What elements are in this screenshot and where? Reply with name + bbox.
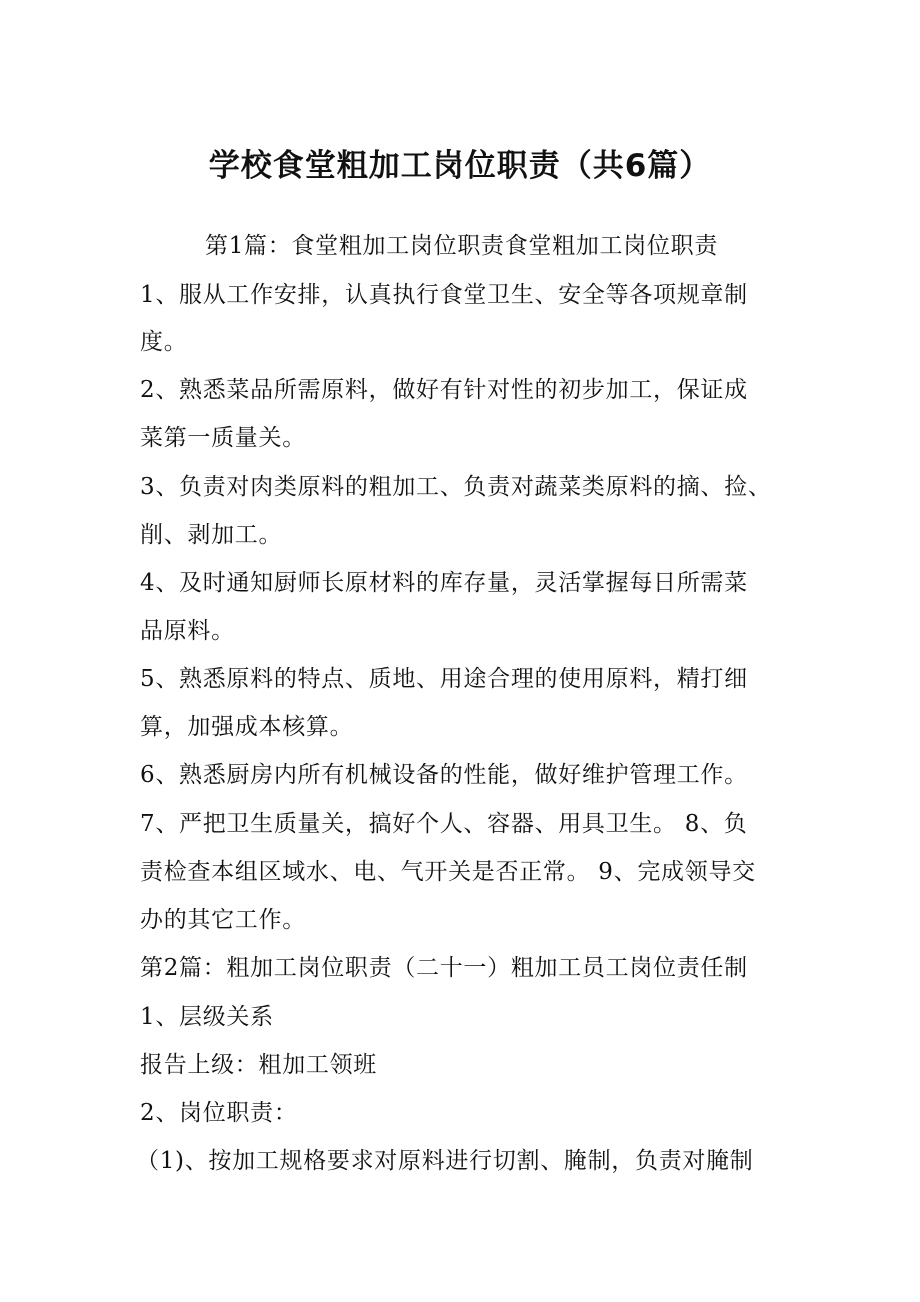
paragraph-line: 报告上级：粗加工领班 bbox=[140, 1052, 377, 1078]
paragraph-line: 1、服从工作安排，认真执行食堂卫生、安全等各项规章制 bbox=[140, 282, 748, 308]
section-heading: 第1篇：食堂粗加工岗位职责食堂粗加工岗位职责 bbox=[205, 233, 719, 259]
paragraph-line: 2、熟悉菜品所需原料，做好有针对性的初步加工，保证成 bbox=[140, 377, 748, 403]
paragraph-line: 2、岗位职责： bbox=[140, 1100, 298, 1126]
paragraph-line: 4、及时通知厨师长原材料的库存量，灵活掌握每日所需菜 bbox=[140, 570, 748, 596]
paragraph-line: （1)、按加工规格要求对原料进行切割、腌制，负责对腌制 bbox=[136, 1148, 754, 1174]
paragraph-line: 削、剥加工。 bbox=[140, 522, 283, 548]
paragraph-line: 算，加强成本核算。 bbox=[140, 714, 354, 740]
document-title: 学校食堂粗加工岗位职责（共6篇） bbox=[208, 148, 712, 184]
paragraph-line: 5、熟悉原料的特点、质地、用途合理的使用原料，精打细 bbox=[140, 666, 748, 692]
paragraph-line: 度。 bbox=[140, 329, 188, 355]
paragraph-line: 1、层级关系 bbox=[140, 1004, 274, 1030]
paragraph-line: 菜第一质量关。 bbox=[140, 425, 306, 451]
paragraph-line: 办的其它工作。 bbox=[140, 907, 306, 933]
paragraph-line: 品原料。 bbox=[140, 618, 235, 644]
paragraph-line: 责检查本组区域水、电、气开关是否正常。 9、完成领导交 bbox=[140, 859, 756, 885]
paragraph-line: 3、负责对肉类原料的粗加工、负责对蔬菜类原料的摘、捡、 bbox=[140, 474, 772, 500]
section-heading: 第2篇：粗加工岗位职责（二十一）粗加工员工岗位责任制 bbox=[140, 955, 748, 981]
paragraph-line: 7、严把卫生质量关，搞好个人、容器、用具卫生。 8、负 bbox=[140, 811, 748, 837]
paragraph-line: 6、熟悉厨房内所有机械设备的性能，做好维护管理工作。 bbox=[140, 762, 748, 788]
